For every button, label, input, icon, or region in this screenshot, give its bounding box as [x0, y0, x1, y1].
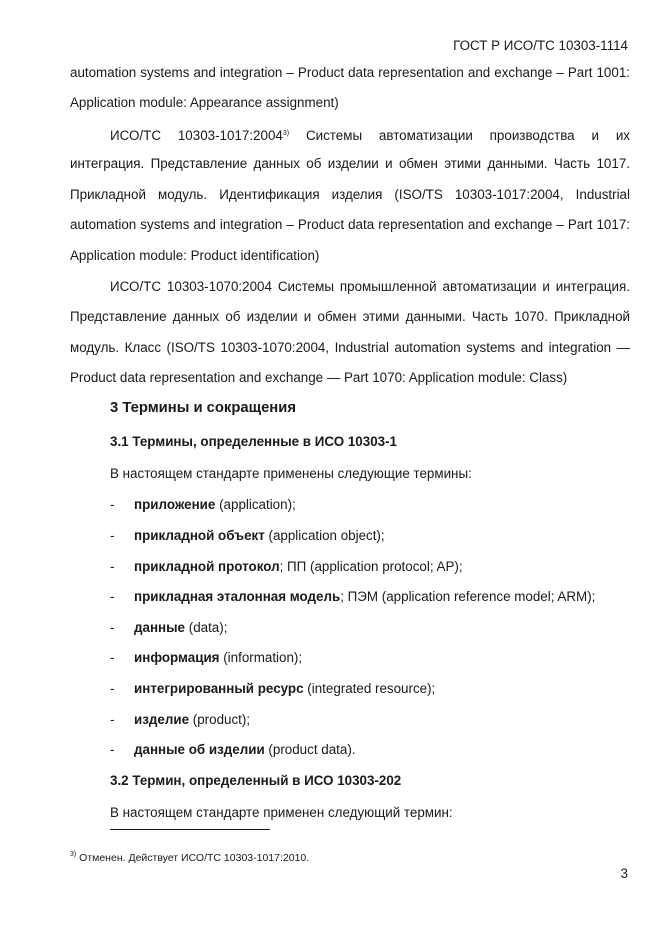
document-page: ГОСТ Р ИСО/ТС 10303-1114 automation systems and integration – Product data representation and exchange – Part 1001: Application module: Appearance assignment) ИСО/ТС 10303-1017:2004$^{3)}$ Системы автоматизации производства и их интеграция. Представление данных об изделии и обмен этими данными. Часть 1017. Прикладной модуль. Идентификация изделия (ISO/TS 10303-1017:2004, Industrial automation systems and integration – Product data representation and exchange – Part 1017: Application module: Product identification) ИСО/ТС 10303-1070:2004 Системы промышленной автоматизации и интеграция. Представление данных об изделии и обмен этими данными. Часть 1070. Прикладной модуль. Класс (ISO/TS 10303-1070:2004, Industrial automation systems and integration — Product data representation and exchange — Part 1070: Application module: Class) 3 Термины и сокращения 3.1 Термины, определенные в ИСО 10303-1 В настоящем стандарте применены следующие термины: - приложение (application); - прикладной объект (application object); - прикладной протокол; ПП (application protocol; AP); - прикладная эталонная модель; ПЭМ (application reference model; ARM); - данные (data); - информация (information); - интегрированный ресурс (integrated resource); - изделие (product); - данные об изделии (product data). 3.2 Термин, определенный в ИСО 10303-202 В настоящем стандарте применен следующий термин: $^{3)}$ Отменен. Действует ИСО/ТС 10303-1017:2010. 3	[70, 38, 631, 881]
term-intro: В настоящем стандарте применен следующий термин:	[110, 805, 453, 820]
term: данные	[134, 620, 186, 635]
reference-code: ИСО/ТС 10303-1017:2004	[110, 128, 283, 143]
footnote-divider	[110, 829, 270, 830]
text-line: интеграция. Представление данных об изделии и обмен этими данными. Часть 1017.	[70, 156, 630, 172]
paragraph-continuation	[70, 58, 630, 119]
term: интегрированный ресурс	[134, 681, 304, 696]
text-line: Product data representation and exchange — Part 1070: Application module: Class)	[70, 370, 568, 386]
term: изделие	[134, 712, 190, 727]
text-line: модуль. Класс (ISO/TS 10303-1070:2004, Industrial automation systems and integration —	[70, 339, 630, 355]
document-header: ГОСТ Р ИСО/ТС 10303-1114	[453, 38, 628, 53]
term: данные об изделии	[134, 742, 265, 757]
term: прикладной объект	[134, 528, 265, 543]
paragraph-iso-1070	[70, 272, 630, 394]
footnote-text: Отменен. Действует ИСО/ТС 10303-1017:2010.	[76, 852, 310, 864]
text-line: Прикладной модуль. Идентификация изделия (ISO/TS 10303-1017:2004, Industrial	[70, 186, 630, 202]
footnote-mark: 3)	[70, 851, 77, 858]
text-line: automation systems and integration – Product data representation and exchange – Part 1017:	[70, 217, 630, 233]
footnote	[70, 851, 309, 864]
text-line: ИСО/ТС 10303-1070:2004 Системы промышленной автоматизации и интеграция.	[110, 279, 630, 294]
term: информация	[134, 650, 220, 665]
page-number: 3	[620, 866, 628, 881]
term: прикладной протокол	[134, 559, 280, 574]
term: приложение	[134, 497, 216, 512]
text-line: Представление данных об изделии и обмен этими данными. Часть 1070. Прикладной	[70, 309, 630, 325]
footnote-reference: 3)	[282, 130, 290, 137]
text-line: Application module: Product identification)	[70, 247, 320, 263]
paragraph-iso-1017	[70, 119, 630, 271]
subsection-heading-3-2: 3.2 Термин, определенный в ИСО 10303-202	[110, 773, 402, 788]
text-fragment: Системы автоматизации производства и их	[289, 128, 631, 143]
subsection-heading-3-1: 3.1 Термины, определенные в ИСО 10303-1	[110, 434, 397, 449]
terms-intro: В настоящем стандарте применены следующие термины:	[110, 466, 472, 481]
text-line: Application module: Appearance assignment)	[70, 95, 339, 111]
text-line	[70, 119, 630, 149]
text-line: automation systems and integration – Product data representation and exchange – Part 1001:	[70, 65, 630, 80]
section-heading: 3 Термины и сокращения	[110, 400, 296, 416]
term: прикладная эталонная модель	[134, 589, 341, 604]
